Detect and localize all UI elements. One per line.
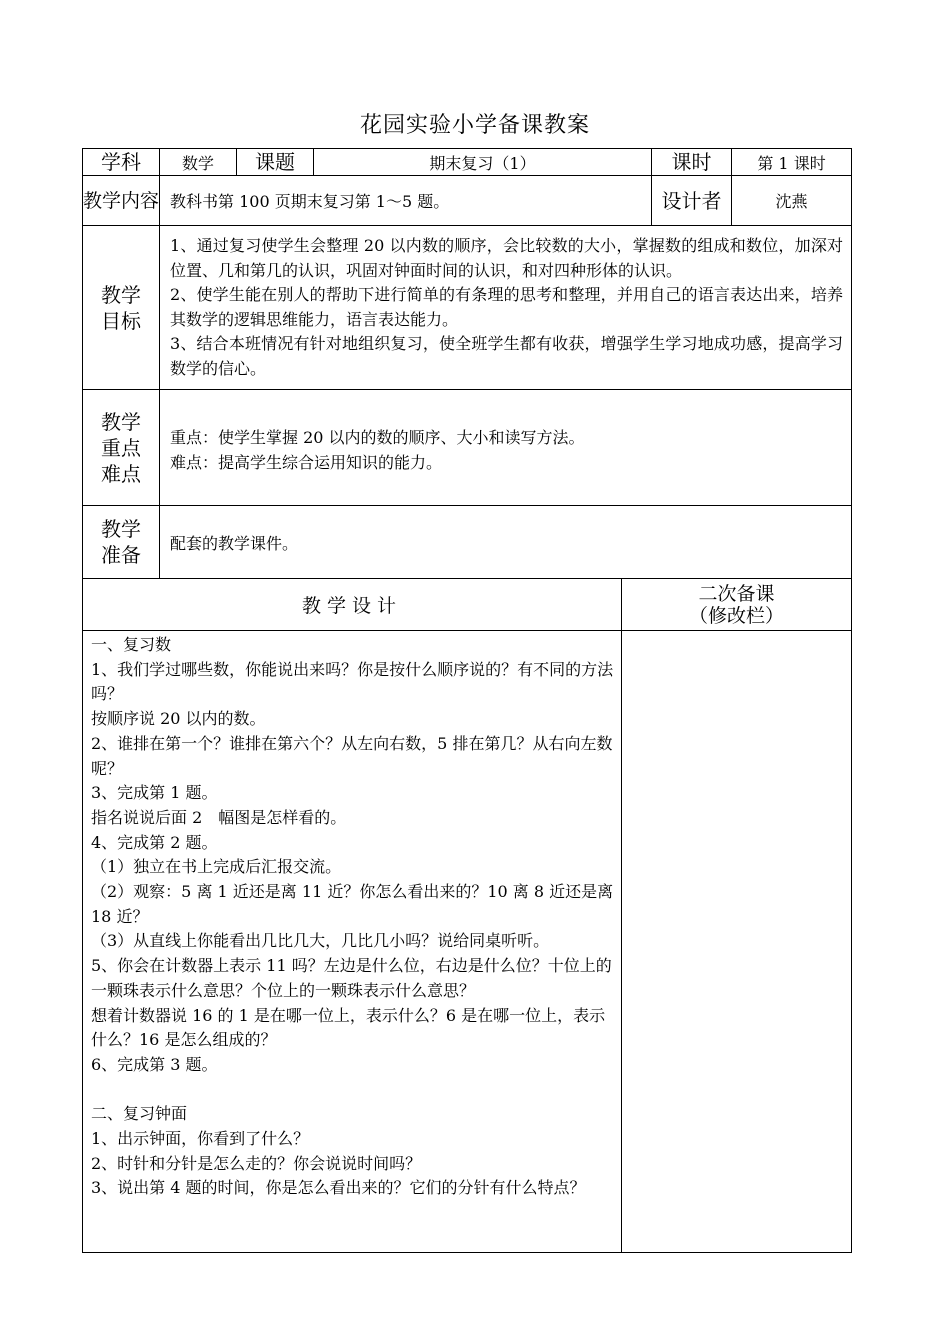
goal-item: 3、结合本班情况有针对地组织复习，使全班学生都有收获，增强学生学习地成功感，提高学习数学的信心。 <box>170 334 844 378</box>
prep-row <box>83 506 852 579</box>
designer-value: 沈燕 <box>732 176 852 226</box>
topic-value: 期末复习（1） <box>314 149 652 176</box>
content-row <box>83 176 852 226</box>
key-points-row <box>83 390 852 506</box>
design-line: 1、出示钟面，你看到了什么？ <box>91 1129 310 1149</box>
design-line: （3）从直线上你能看出几比几大，几比几小吗？说给同桌听听。 <box>91 931 550 951</box>
design-header: 教学设计 <box>83 579 622 631</box>
subject-value: 数学 <box>160 149 237 176</box>
goals-row <box>83 226 852 390</box>
design-line: 3、说出第 4 题的时间，你是怎么看出来的？它们的分针有什么特点？ <box>91 1178 586 1198</box>
key-points-label: 教学 重点 难点 <box>83 390 160 506</box>
design-line: 1、我们学过哪些数，你能说出来吗？你是按什么顺序说的？有不同的方法吗？ <box>91 659 614 704</box>
content-value: 教科书第 100 页期末复习第 1～5 题。 <box>160 176 652 226</box>
design-line: 2、谁排在第一个？谁排在第六个？从左向右数，5 排在第几？从右向左数呢？ <box>91 733 613 778</box>
design-line: 指名说说后面 2 幅图是怎样看的。 <box>91 807 347 827</box>
design-line: （2）观察：5 离 1 近还是离 11 近？你怎么看出来的？10 离 8 近还是离 18 近？ <box>91 882 614 926</box>
key-points-text <box>160 390 852 506</box>
design-line: 一、复习数 <box>91 635 172 654</box>
prep-value: 配套的教学课件。 <box>160 506 852 579</box>
design-line: 5、你会在计数器上表示 11 吗？左边是什么位，右边是什么位？十位上的一颗珠表示什么意思？个位上的一颗珠表示什么意思？ <box>91 956 612 1000</box>
design-header-row <box>83 579 852 631</box>
content-label: 教学内容 <box>83 176 160 226</box>
design-line: 2、时针和分针是怎么走的？你会说说时间吗？ <box>91 1153 422 1173</box>
difficulty-text: 难点：提高学生综合运用知识的能力。 <box>170 452 443 472</box>
prep-label: 教学 准备 <box>83 506 160 579</box>
design-line: 6、完成第 3 题。 <box>91 1054 218 1074</box>
design-line: 按顺序说 20 以内的数。 <box>91 709 266 729</box>
revision-column[interactable] <box>622 631 852 1253</box>
period-value: 第 1 课时 <box>732 149 852 176</box>
period-label: 课时 <box>652 149 732 176</box>
revision-header: 二次备课 （修改栏） <box>622 579 852 631</box>
focus-text: 重点：使学生掌握 20 以内的数的顺序、大小和读写方法。 <box>170 428 585 447</box>
goals-text <box>160 226 852 390</box>
goal-item: 1、通过复习使学生会整理 20 以内数的顺序，会比较数的大小，掌握数的组成和数位，加深对位置、几和第几的认识，巩固对钟面时间的认识，和对四种形体的认识。 <box>170 236 844 280</box>
lesson-plan-table <box>82 148 852 1253</box>
design-line: （1）独立在书上完成后汇报交流。 <box>91 857 342 877</box>
designer-label: 设计者 <box>652 176 732 226</box>
design-line: 3、完成第 1 题。 <box>91 783 218 803</box>
design-line: 二、复习钟面 <box>91 1104 188 1124</box>
design-line: 想着计数器说 16 的 1 是在哪一位上，表示什么？6 是在哪一位上，表示什么？16 是怎么组成的？ <box>91 1005 606 1050</box>
topic-label: 课题 <box>237 149 314 176</box>
header-row <box>83 149 852 176</box>
goals-label: 教学 目标 <box>83 226 160 390</box>
goal-item: 2、使学生能在别人的帮助下进行简单的有条理的思考和整理，并用自己的语言表达出来，培养其数学的逻辑思维能力，语言表达能力。 <box>170 285 844 329</box>
subject-label: 学科 <box>83 149 160 176</box>
design-content <box>83 631 622 1253</box>
design-body-row <box>83 631 852 1253</box>
design-line: 4、完成第 2 题。 <box>91 832 218 852</box>
blank-line <box>91 1078 615 1103</box>
page-title: 花园实验小学备课教案 <box>359 113 590 138</box>
